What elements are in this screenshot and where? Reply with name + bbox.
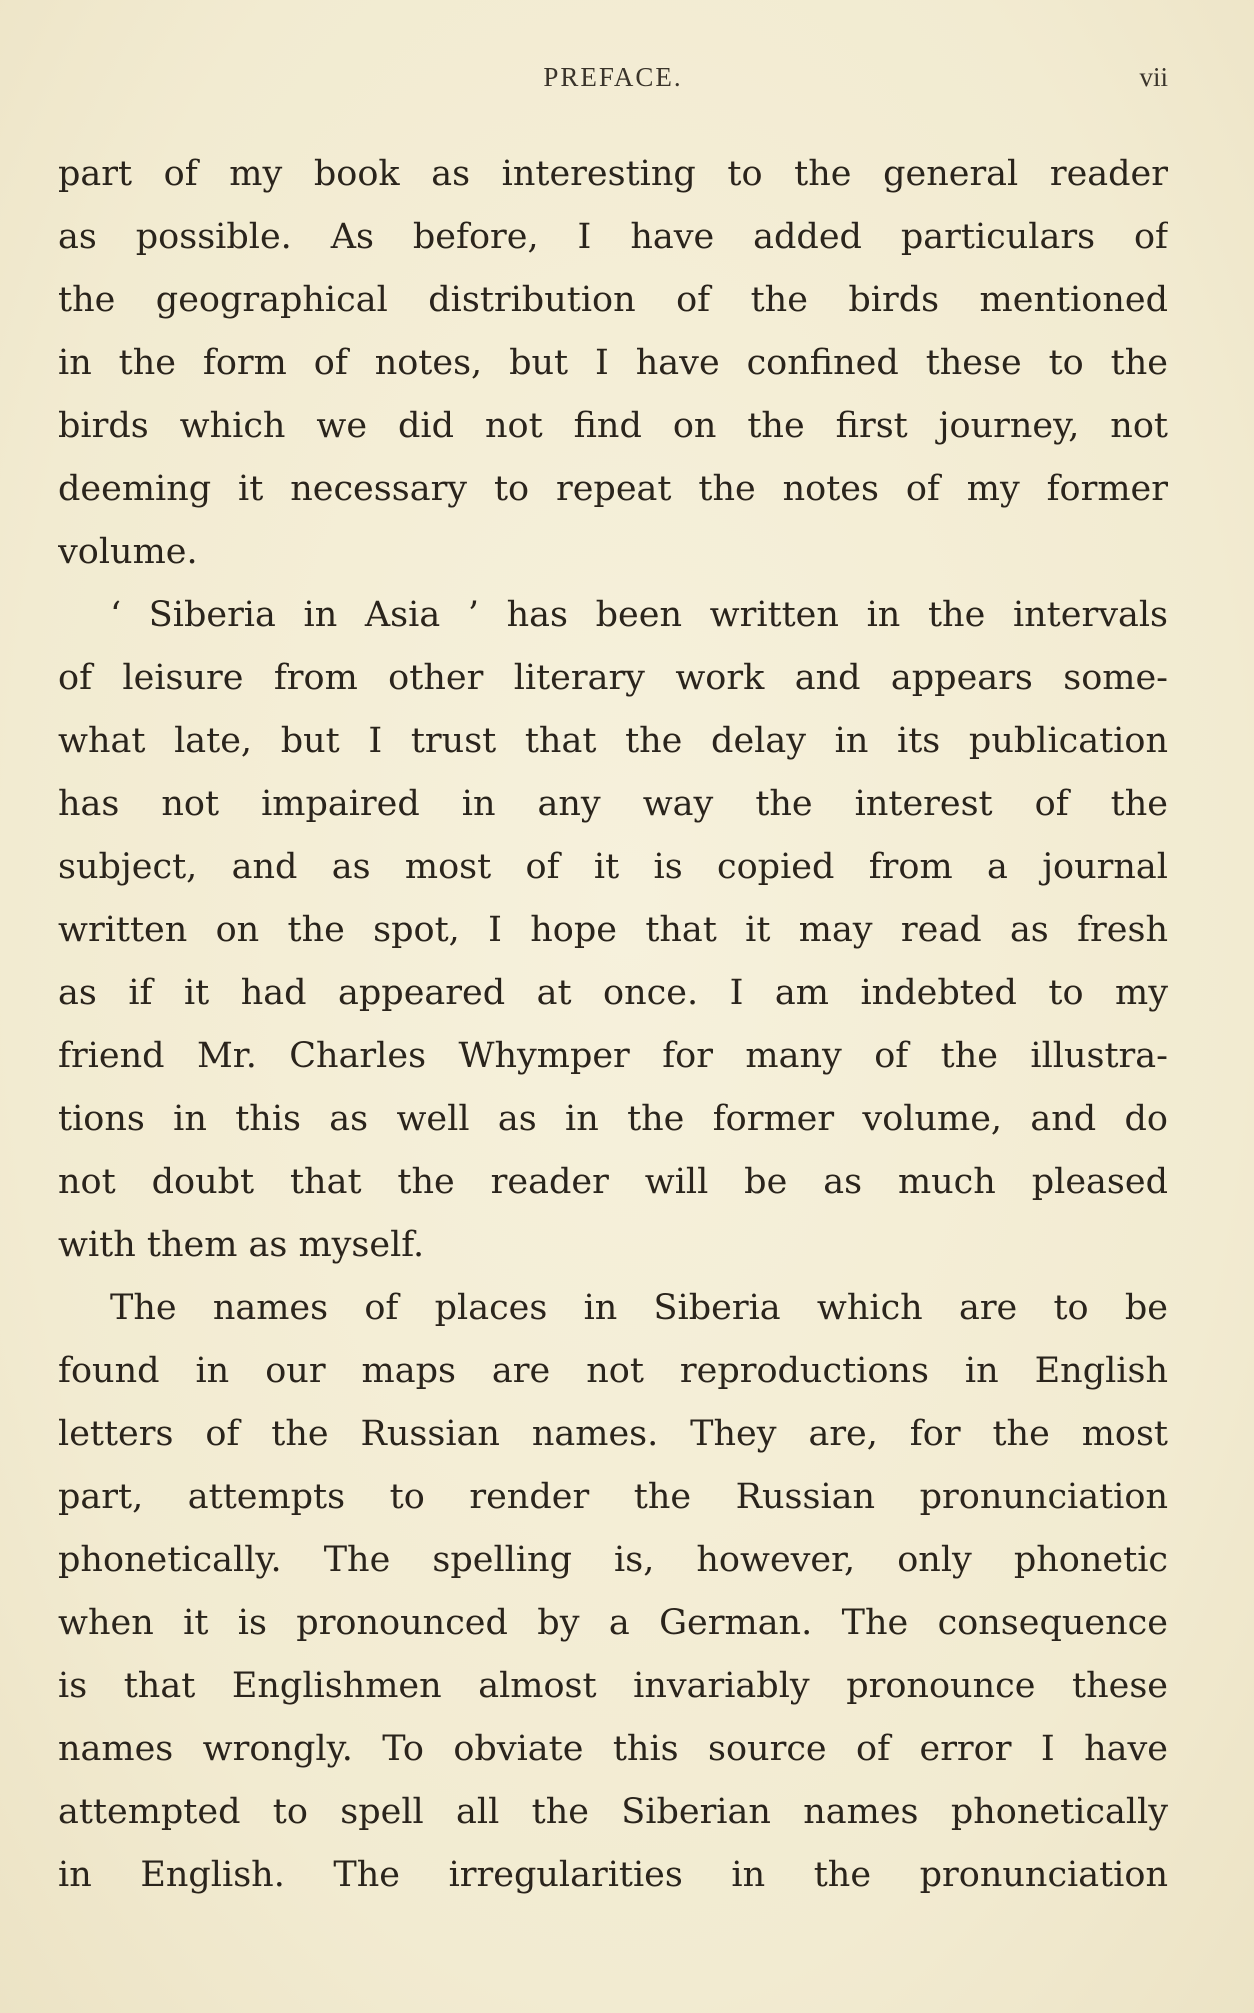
- text-line: in the form of notes, but I have confined these to the: [58, 343, 1168, 383]
- text-line: volume.: [58, 532, 198, 572]
- running-title: PREFACE.: [543, 62, 683, 92]
- text-line: friend Mr. Charles Whymper for many of the illustra-: [58, 1036, 1168, 1076]
- text-line: written on the spot, I hope that it may read as fresh: [58, 910, 1168, 950]
- text-line: the geographical distribution of the birds mentioned: [58, 280, 1168, 320]
- running-head: [58, 62, 1168, 98]
- page-number: vii: [1139, 62, 1168, 92]
- text-line: deeming it necessary to repeat the notes of my former: [58, 469, 1168, 509]
- text-line: phonetically. The spelling is, however, only phonetic: [58, 1540, 1168, 1580]
- text-line: has not impaired in any way the interest of the: [58, 784, 1168, 824]
- text-line: tions in this as well as in the former volume, and do: [58, 1099, 1168, 1139]
- text-line: as possible. As before, I have added particulars of: [58, 217, 1168, 257]
- paragraph-start-line: The names of places in Siberia which are to be: [110, 1288, 1168, 1328]
- text-line: attempted to spell all the Siberian names phonetically: [58, 1792, 1168, 1832]
- paragraph-start-line: ‘ Siberia in Asia ’ has been written in the intervals: [110, 595, 1168, 635]
- text-line: part, attempts to render the Russian pronunciation: [58, 1477, 1168, 1517]
- text-line: names wrongly. To obviate this source of error I have: [58, 1729, 1168, 1769]
- text-line: found in our maps are not reproductions in English: [58, 1351, 1168, 1391]
- text-line: as if it had appeared at once. I am indebted to my: [58, 973, 1168, 1013]
- text-line: of leisure from other literary work and appears some-: [58, 658, 1168, 698]
- text-line: not doubt that the reader will be as much pleased: [58, 1162, 1168, 1202]
- text-line: letters of the Russian names. They are, for the most: [58, 1414, 1168, 1454]
- text-line: what late, but I trust that the delay in its publication: [58, 721, 1168, 761]
- text-line: birds which we did not find on the first journey, not: [58, 406, 1168, 446]
- text-line: subject, and as most of it is copied from a journal: [58, 847, 1168, 887]
- text-line: when it is pronounced by a German. The consequence: [58, 1603, 1168, 1643]
- text-line: is that Englishmen almost invariably pronounce these: [58, 1666, 1168, 1706]
- text-line: part of my book as interesting to the general reader: [58, 154, 1168, 194]
- text-line: with them as myself.: [58, 1225, 425, 1265]
- body-text: [58, 143, 1168, 1907]
- text-line: in English. The irregularities in the pronunciation: [58, 1855, 1168, 1895]
